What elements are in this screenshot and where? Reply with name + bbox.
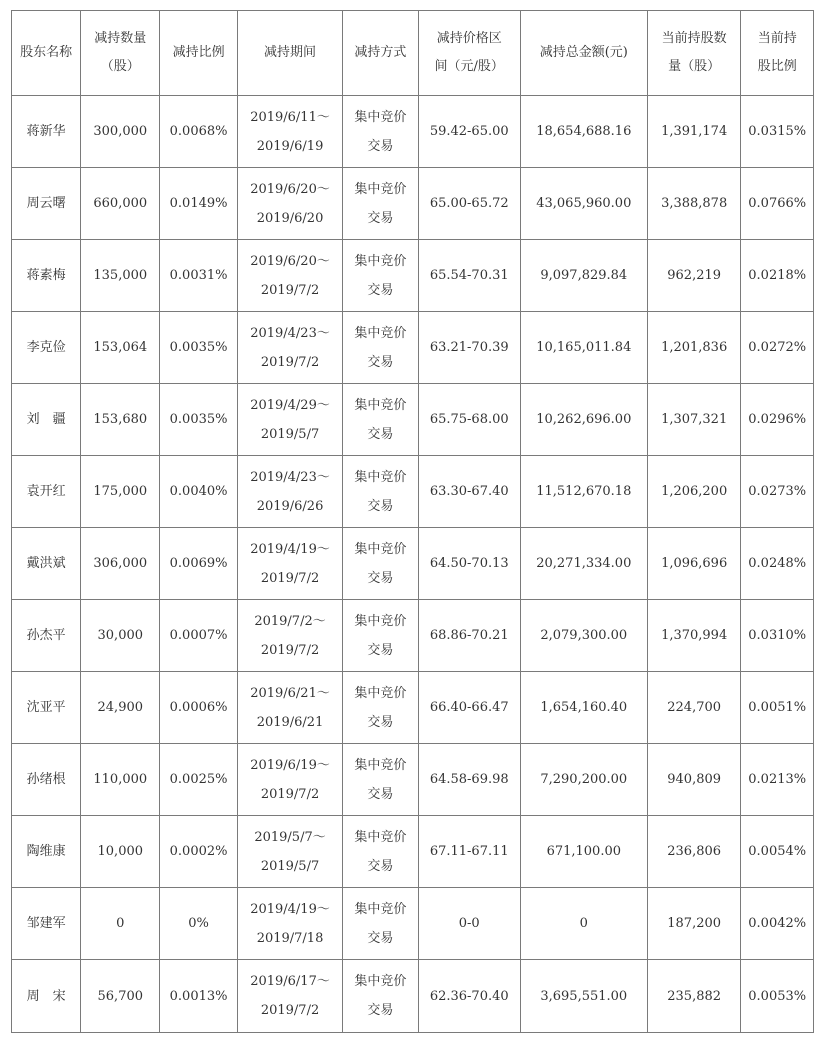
table-row <box>12 744 814 816</box>
cell-reduction-ratio: 0.0035% <box>160 312 238 384</box>
cell-total-amount: 2,079,300.00 <box>520 600 647 672</box>
cell-shareholder-name: 孙绪根 <box>12 744 81 816</box>
cell-reduction-method: 集中竞价 交易 <box>343 240 419 312</box>
cell-reduction-method: 集中竞价 交易 <box>343 456 419 528</box>
cell-total-amount: 7,290,200.00 <box>520 744 647 816</box>
cell-total-amount: 11,512,670.18 <box>520 456 647 528</box>
table-row <box>12 600 814 672</box>
cell-shareholder-name: 蒋新华 <box>12 96 81 168</box>
header-total-amount: 减持总金额(元) <box>520 11 647 96</box>
shareholder-reduction-table <box>11 10 814 1033</box>
cell-reduction-quantity: 135,000 <box>81 240 160 312</box>
table-row <box>12 528 814 600</box>
cell-reduction-method: 集中竞价 交易 <box>343 816 419 888</box>
cell-reduction-period: 2019/6/19～ 2019/7/2 <box>237 744 342 816</box>
cell-current-holding-ratio: 0.0272% <box>741 312 814 384</box>
cell-reduction-ratio: 0.0025% <box>160 744 238 816</box>
cell-reduction-quantity: 300,000 <box>81 96 160 168</box>
cell-current-holdings: 1,201,836 <box>647 312 741 384</box>
cell-reduction-period: 2019/6/20～ 2019/6/20 <box>237 168 342 240</box>
cell-current-holding-ratio: 0.0053% <box>741 960 814 1033</box>
cell-total-amount: 671,100.00 <box>520 816 647 888</box>
cell-shareholder-name: 沈亚平 <box>12 672 81 744</box>
cell-reduction-ratio: 0.0035% <box>160 384 238 456</box>
cell-reduction-method: 集中竞价 交易 <box>343 96 419 168</box>
cell-price-range: 63.21-70.39 <box>418 312 520 384</box>
cell-price-range: 65.75-68.00 <box>418 384 520 456</box>
cell-total-amount: 43,065,960.00 <box>520 168 647 240</box>
cell-price-range: 62.36-70.40 <box>418 960 520 1033</box>
cell-reduction-period: 2019/7/2～ 2019/7/2 <box>237 600 342 672</box>
header-shareholder-name: 股东名称 <box>12 11 81 96</box>
cell-total-amount: 10,165,011.84 <box>520 312 647 384</box>
cell-reduction-method: 集中竞价 交易 <box>343 744 419 816</box>
cell-current-holdings: 1,370,994 <box>647 600 741 672</box>
cell-reduction-ratio: 0.0006% <box>160 672 238 744</box>
cell-reduction-method: 集中竞价 交易 <box>343 312 419 384</box>
cell-price-range: 65.00-65.72 <box>418 168 520 240</box>
cell-reduction-quantity: 56,700 <box>81 960 160 1033</box>
header-current-holdings: 当前持股数 量（股） <box>647 11 741 96</box>
table-row <box>12 960 814 1033</box>
cell-current-holding-ratio: 0.0273% <box>741 456 814 528</box>
cell-reduction-quantity: 660,000 <box>81 168 160 240</box>
cell-total-amount: 3,695,551.00 <box>520 960 647 1033</box>
cell-reduction-method: 集中竞价 交易 <box>343 888 419 960</box>
cell-total-amount: 1,654,160.40 <box>520 672 647 744</box>
table-row <box>12 96 814 168</box>
cell-reduction-quantity: 0 <box>81 888 160 960</box>
cell-price-range: 64.50-70.13 <box>418 528 520 600</box>
cell-price-range: 68.86-70.21 <box>418 600 520 672</box>
cell-reduction-quantity: 30,000 <box>81 600 160 672</box>
table-row <box>12 312 814 384</box>
cell-current-holding-ratio: 0.0054% <box>741 816 814 888</box>
cell-current-holding-ratio: 0.0296% <box>741 384 814 456</box>
cell-reduction-quantity: 153,064 <box>81 312 160 384</box>
cell-reduction-period: 2019/4/23～ 2019/6/26 <box>237 456 342 528</box>
cell-price-range: 0-0 <box>418 888 520 960</box>
cell-reduction-ratio: 0.0013% <box>160 960 238 1033</box>
cell-reduction-quantity: 10,000 <box>81 816 160 888</box>
table-row <box>12 672 814 744</box>
cell-reduction-period: 2019/4/19～ 2019/7/18 <box>237 888 342 960</box>
cell-reduction-ratio: 0.0040% <box>160 456 238 528</box>
table-row <box>12 888 814 960</box>
cell-reduction-ratio: 0.0069% <box>160 528 238 600</box>
cell-reduction-ratio: 0.0002% <box>160 816 238 888</box>
table-row <box>12 384 814 456</box>
table-header-row <box>12 11 814 96</box>
cell-price-range: 67.11-67.11 <box>418 816 520 888</box>
cell-shareholder-name: 孙杰平 <box>12 600 81 672</box>
cell-reduction-method: 集中竞价 交易 <box>343 384 419 456</box>
table-row <box>12 240 814 312</box>
cell-reduction-period: 2019/4/23～ 2019/7/2 <box>237 312 342 384</box>
cell-total-amount: 10,262,696.00 <box>520 384 647 456</box>
cell-current-holding-ratio: 0.0310% <box>741 600 814 672</box>
cell-current-holdings: 224,700 <box>647 672 741 744</box>
cell-current-holdings: 235,882 <box>647 960 741 1033</box>
header-reduction-method: 减持方式 <box>343 11 419 96</box>
cell-reduction-period: 2019/6/20～ 2019/7/2 <box>237 240 342 312</box>
cell-current-holdings: 1,206,200 <box>647 456 741 528</box>
table-row <box>12 816 814 888</box>
cell-current-holdings: 187,200 <box>647 888 741 960</box>
header-reduction-period: 减持期间 <box>237 11 342 96</box>
cell-shareholder-name: 刘 疆 <box>12 384 81 456</box>
cell-current-holdings: 3,388,878 <box>647 168 741 240</box>
cell-current-holding-ratio: 0.0218% <box>741 240 814 312</box>
cell-reduction-quantity: 153,680 <box>81 384 160 456</box>
cell-shareholder-name: 蒋素梅 <box>12 240 81 312</box>
cell-current-holding-ratio: 0.0766% <box>741 168 814 240</box>
cell-current-holding-ratio: 0.0248% <box>741 528 814 600</box>
header-price-range: 减持价格区 间（元/股） <box>418 11 520 96</box>
cell-current-holding-ratio: 0.0042% <box>741 888 814 960</box>
cell-reduction-ratio: 0.0031% <box>160 240 238 312</box>
cell-reduction-period: 2019/6/21～ 2019/6/21 <box>237 672 342 744</box>
cell-reduction-method: 集中竞价 交易 <box>343 600 419 672</box>
cell-price-range: 65.54-70.31 <box>418 240 520 312</box>
cell-reduction-period: 2019/4/19～ 2019/7/2 <box>237 528 342 600</box>
cell-current-holdings: 1,391,174 <box>647 96 741 168</box>
cell-reduction-ratio: 0.0149% <box>160 168 238 240</box>
cell-reduction-ratio: 0.0068% <box>160 96 238 168</box>
cell-reduction-quantity: 175,000 <box>81 456 160 528</box>
cell-reduction-quantity: 306,000 <box>81 528 160 600</box>
cell-price-range: 64.58-69.98 <box>418 744 520 816</box>
cell-current-holding-ratio: 0.0051% <box>741 672 814 744</box>
cell-reduction-method: 集中竞价 交易 <box>343 168 419 240</box>
cell-total-amount: 20,271,334.00 <box>520 528 647 600</box>
cell-shareholder-name: 邹建军 <box>12 888 81 960</box>
cell-price-range: 66.40-66.47 <box>418 672 520 744</box>
cell-current-holdings: 1,096,696 <box>647 528 741 600</box>
cell-shareholder-name: 戴洪斌 <box>12 528 81 600</box>
cell-reduction-quantity: 110,000 <box>81 744 160 816</box>
cell-shareholder-name: 周 宋 <box>12 960 81 1033</box>
cell-current-holdings: 940,809 <box>647 744 741 816</box>
cell-reduction-method: 集中竞价 交易 <box>343 960 419 1033</box>
table-row <box>12 168 814 240</box>
cell-current-holding-ratio: 0.0213% <box>741 744 814 816</box>
cell-reduction-period: 2019/5/7～ 2019/5/7 <box>237 816 342 888</box>
cell-shareholder-name: 陶维康 <box>12 816 81 888</box>
cell-reduction-method: 集中竞价 交易 <box>343 528 419 600</box>
table-row <box>12 456 814 528</box>
header-current-holding-ratio: 当前持 股比例 <box>741 11 814 96</box>
cell-reduction-ratio: 0.0007% <box>160 600 238 672</box>
cell-current-holdings: 962,219 <box>647 240 741 312</box>
cell-current-holdings: 1,307,321 <box>647 384 741 456</box>
cell-shareholder-name: 李克俭 <box>12 312 81 384</box>
cell-total-amount: 0 <box>520 888 647 960</box>
cell-reduction-ratio: 0% <box>160 888 238 960</box>
cell-shareholder-name: 周云曙 <box>12 168 81 240</box>
cell-price-range: 63.30-67.40 <box>418 456 520 528</box>
header-reduction-quantity: 减持数量 （股） <box>81 11 160 96</box>
cell-total-amount: 18,654,688.16 <box>520 96 647 168</box>
cell-reduction-period: 2019/6/11～ 2019/6/19 <box>237 96 342 168</box>
cell-shareholder-name: 袁开红 <box>12 456 81 528</box>
cell-reduction-method: 集中竞价 交易 <box>343 672 419 744</box>
header-reduction-ratio: 减持比例 <box>160 11 238 96</box>
cell-current-holding-ratio: 0.0315% <box>741 96 814 168</box>
cell-price-range: 59.42-65.00 <box>418 96 520 168</box>
cell-reduction-quantity: 24,900 <box>81 672 160 744</box>
cell-reduction-period: 2019/6/17～ 2019/7/2 <box>237 960 342 1033</box>
cell-total-amount: 9,097,829.84 <box>520 240 647 312</box>
cell-current-holdings: 236,806 <box>647 816 741 888</box>
cell-reduction-period: 2019/4/29～ 2019/5/7 <box>237 384 342 456</box>
